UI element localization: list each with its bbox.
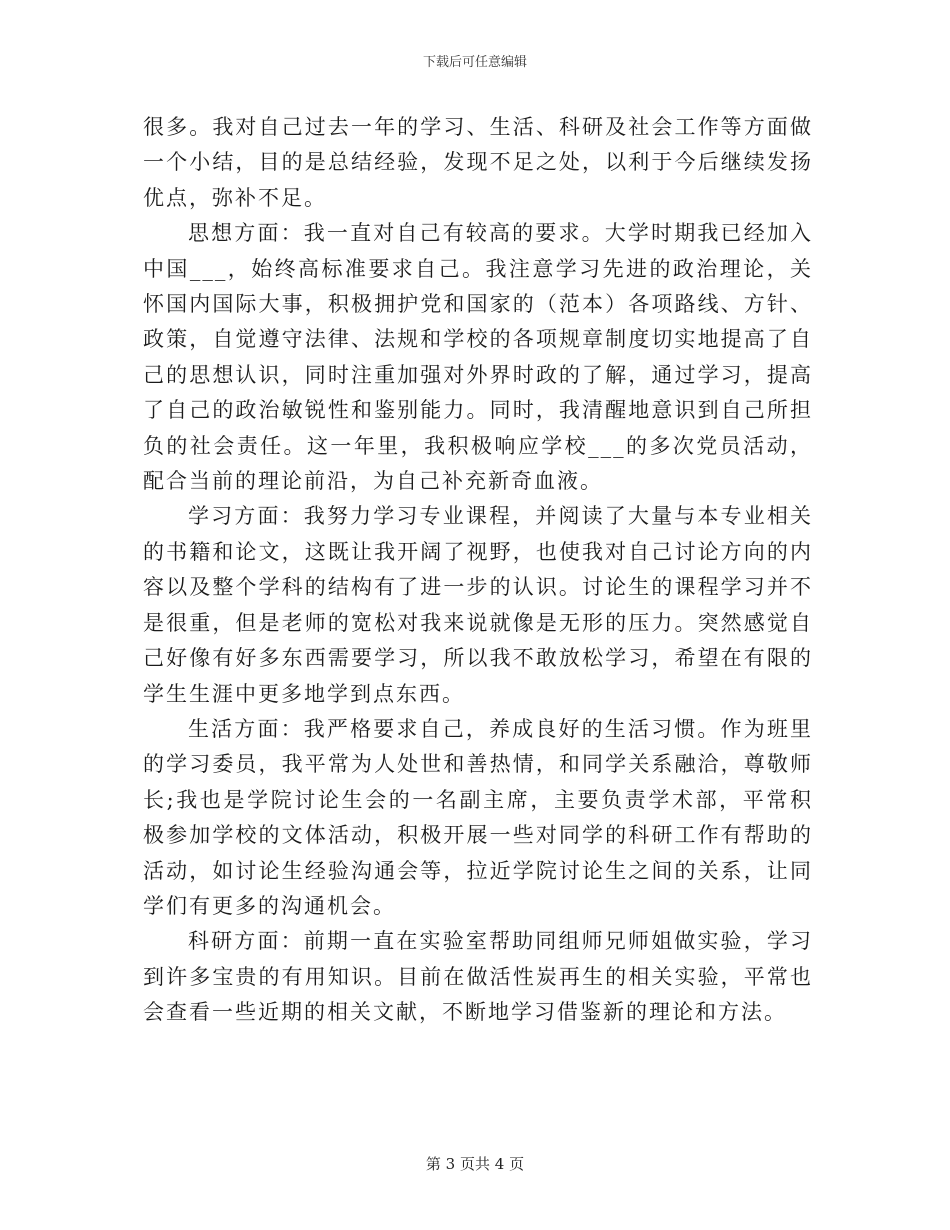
document-body (143, 110, 813, 1031)
paragraph-life: 生活方面：我严格要求自己，养成良好的生活习惯。作为班里的学习委员，我平常为人处世和善热情，和同学关系融洽，尊敬师长;我也是学院讨论生会的一名副主席，主要负责学术部，平常积极参加学校的文体活动，积极开展一些对同学的科研工作有帮助的活动，如讨论生经验沟通会等，拉近学院讨论生之间的关系，让同学们有更多的沟通机会。 (143, 716, 813, 918)
paragraph-research: 科研方面：前期一直在实验室帮助同组师兄师姐做实验，学习到许多宝贵的有用知识。目前在做活性炭再生的相关实验，平常也会查看一些近期的相关文献，不断地学习借鉴新的理论和方法。 (143, 929, 813, 1025)
paragraph-study: 学习方面：我努力学习专业课程，并阅读了大量与本专业相关的书籍和论文，这既让我开阔了视野，也使我对自己讨论方向的内容以及整个学科的结构有了进一步的认识。讨论生的课程学习并不是很重，但是老师的宽松对我来说就像是无形的压力。突然感觉自己好像有好多东西需要学习，所以我不敢放松学习，希望在有限的学生生涯中更多地学到点东西。 (143, 504, 813, 706)
page-header: 下载后可任意编辑 (422, 55, 527, 70)
page-footer: 第 3 页共 4 页 (425, 1155, 525, 1173)
paragraph-intro-continued: 很多。我对自己过去一年的学习、生活、科研及社会工作等方面做一个小结，目的是总结经验，发现不足之处，以利于今后继续发扬优点，弥补不足。 (143, 115, 813, 210)
paragraph-ideology: 思想方面：我一直对自己有较高的要求。大学时期我已经加入中国___，始终高标准要求自己。我注意学习先进的政治理论，关怀国内国际大事，积极拥护党和国家的（范本）各项路线、方针、政策，自觉遵守法律、法规和学校的各项规章制度切实地提高了自己的思想认识，同时注重加强对外界时政的了解，通过学习，提高了自己的政治敏锐性和鉴别能力。同时，我清醒地意识到自己所担负的社会责任。这一年里，我积极响应学校___的多次党员活动，配合当前的理论前沿，为自己补充新奇血液。 (143, 221, 813, 494)
